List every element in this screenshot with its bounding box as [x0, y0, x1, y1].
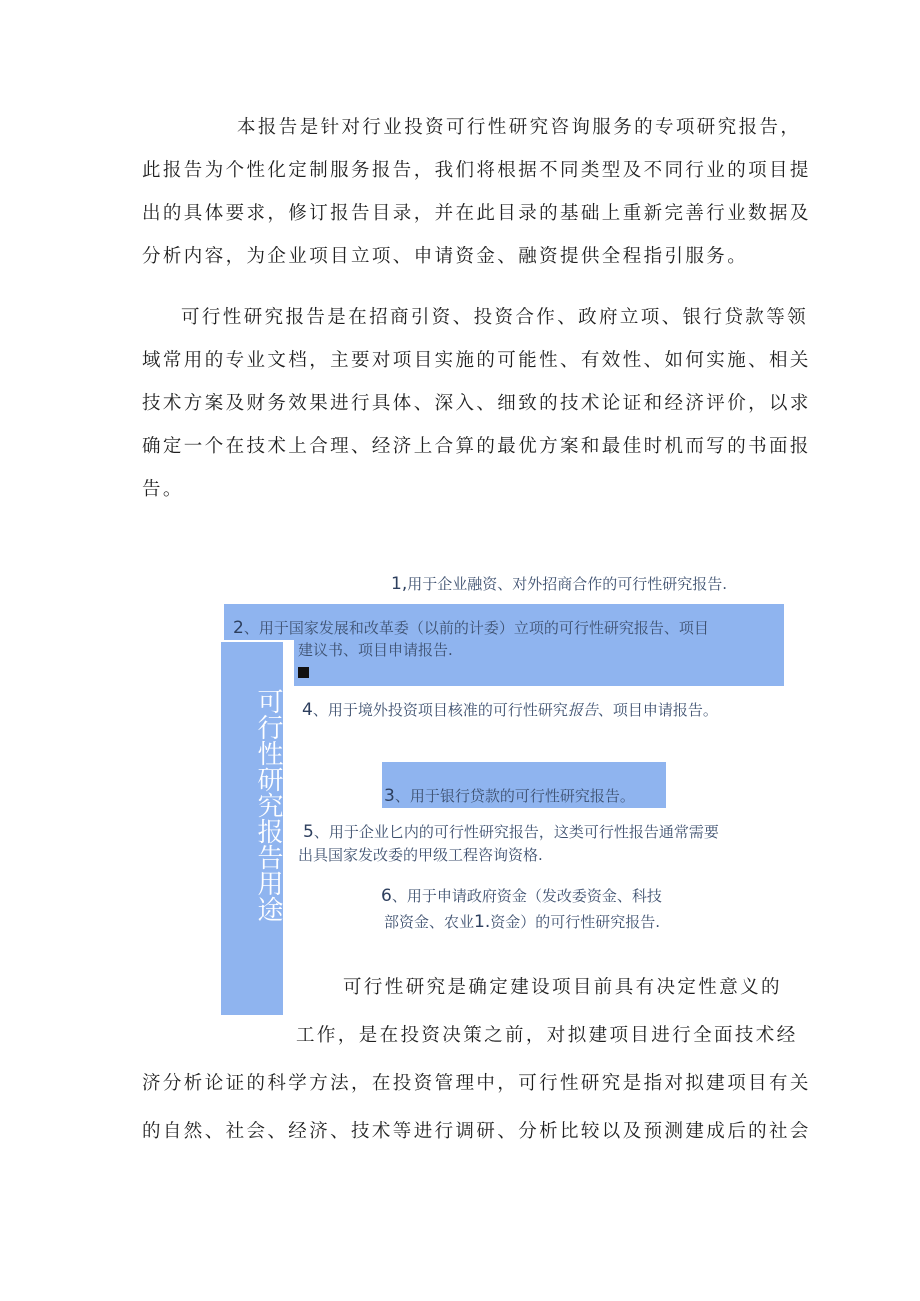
intro-line-2: 此报告为个性化定制服务报告，我们将根据不同类型及不同行业的项目提	[142, 160, 811, 181]
usage-item-3-text: 、用于银行贷款的可行性研究报告。	[394, 787, 635, 805]
definition-line-2: 域常用的专业文档，主要对项目实施的可能性、有效性、如何实施、相关	[142, 350, 811, 371]
closing-line-4: 的自然、社会、经济、技术等进行调研、分析比较以及预测建成后的社会	[142, 1121, 811, 1142]
usage-item-3	[384, 786, 635, 806]
usage-item-6-text-2num: 1.	[474, 912, 491, 932]
usage-item-5-line-2: 出具国家发改委的甲级工程咨询资格.	[298, 846, 543, 864]
usage-item-1-number: 1,	[391, 574, 408, 594]
usage-item-2-number: 2	[233, 618, 244, 638]
definition-line-3: 技术方案及财务效果进行具体、深入、细致的技术论证和经济评价，以求	[142, 393, 811, 414]
usage-item-2-line-2: 建议书、项目申请报告.	[298, 641, 453, 659]
bullet-square-icon	[298, 667, 309, 678]
intro-line-3: 出的具体要求，修订报告目录，并在此目录的基础上重新完善行业数据及	[142, 203, 811, 224]
usage-item-4-text-b: 、项目申请报告。	[597, 701, 718, 719]
usage-item-6-text-2a: 部资金、农业	[384, 913, 475, 931]
closing-line-2: 工作，是在投资决策之前，对拟建项目进行全面技术经	[296, 1025, 798, 1046]
definition-line-4: 确定一个在技术上合理、经济上合算的最优方案和最佳时机而写的书面报	[142, 436, 811, 457]
usage-item-5-number: 5	[303, 822, 314, 842]
usage-item-5-text: 、用于企业匕内的可行性研究报告，这类可行性报告通常需要	[313, 823, 719, 841]
usage-item-1-text: 用于企业融资、对外招商合作的可行性研究报告.	[407, 575, 728, 593]
closing-line-1: 可行性研究是确定建设项目前具有决定性意义的	[343, 977, 782, 998]
usage-item-5-line-1	[303, 822, 719, 842]
usage-item-1	[391, 574, 727, 594]
usage-item-6-text-2b: 资金）的可行性研究报告.	[490, 913, 661, 931]
usage-item-2-line-1	[233, 618, 709, 638]
definition-line-5: 告。	[142, 479, 184, 500]
usage-item-4-text-a: 、用于境外投资项目核准的可行性研究	[312, 701, 568, 719]
closing-line-3: 济分析论证的科学方法，在投资管理中，可行性研究是指对拟建项目有关	[142, 1073, 811, 1094]
usage-item-4	[302, 700, 718, 720]
intro-line-4: 分析内容，为企业项目立项、申请资金、融资提供全程指引服务。	[142, 246, 749, 267]
usage-item-6-line-2	[384, 912, 660, 932]
intro-line-1: 本报告是针对行业投资可行性研究咨询服务的专项研究报告，	[237, 117, 802, 138]
usage-item-6-text: 、用于申请政府资金（发改委资金、科技	[391, 887, 662, 905]
definition-line-1: 可行性研究报告是在招商引资、投资合作、政府立项、银行贷款等领	[181, 307, 809, 328]
usage-title: 可行性研究报告用途	[253, 688, 283, 922]
usage-item-6-line-1	[381, 886, 662, 906]
usage-item-4-number: 4	[302, 700, 313, 720]
usage-item-4-text-italic: 报告	[567, 701, 598, 719]
usage-title-box	[221, 642, 283, 1015]
usage-item-3-number: 3	[384, 786, 395, 806]
usage-item-2-text: 、用于国家发展和改革委（以前的计委）立项的可行性研究报告、项目	[243, 619, 709, 637]
usage-item-6-number: 6	[381, 886, 392, 906]
